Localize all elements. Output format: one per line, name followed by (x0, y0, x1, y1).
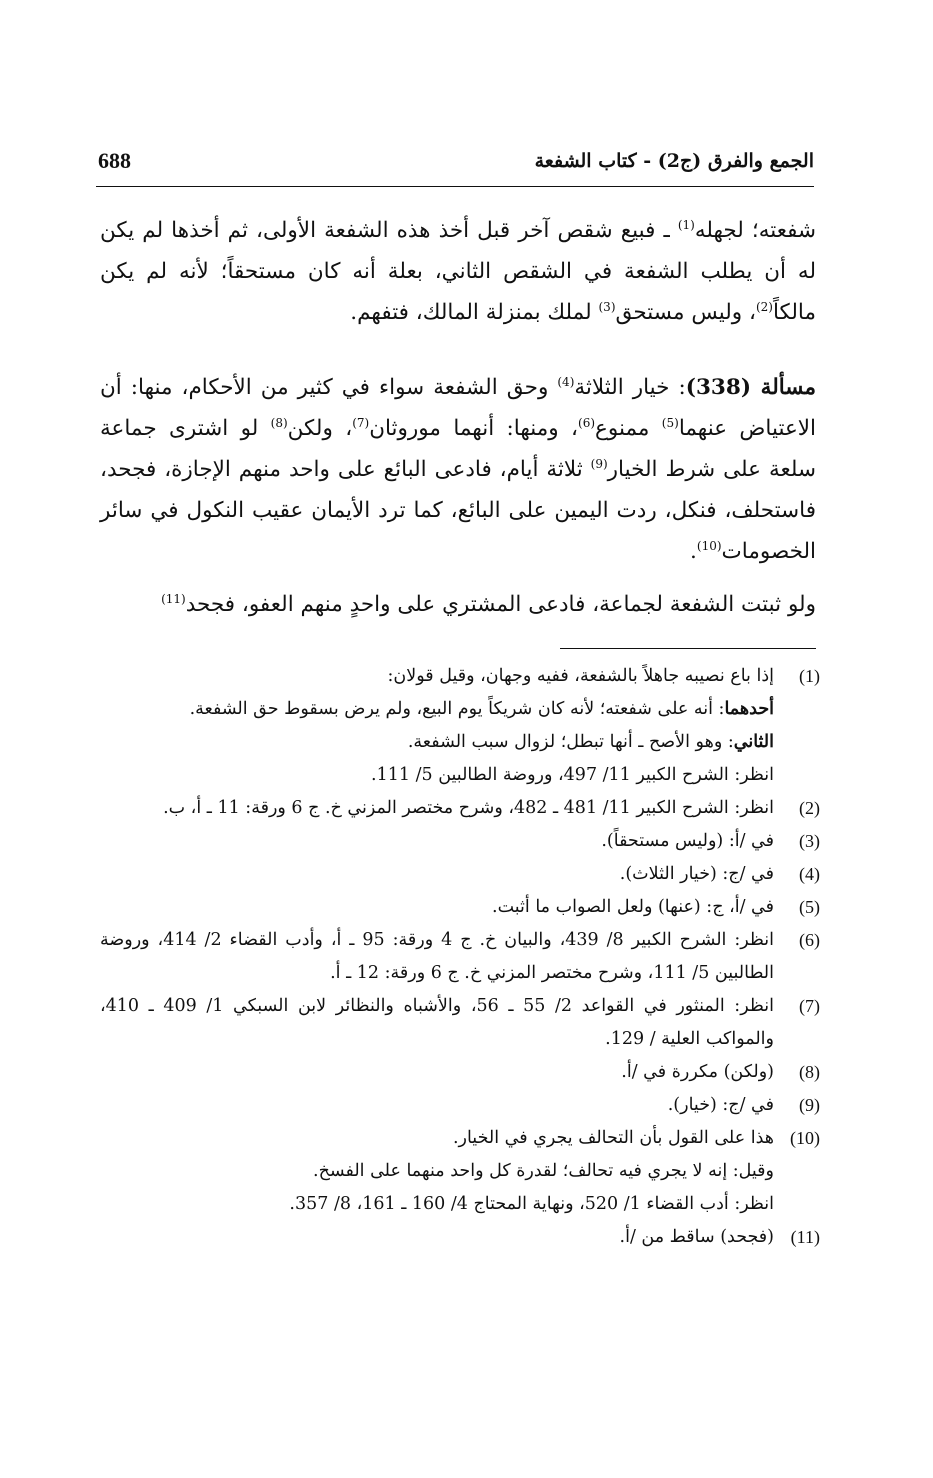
footnote-line: في /أ، ج: (عنها) ولعل الصواب ما أثبت. (492, 897, 774, 917)
footnote-number: (1) (799, 666, 820, 686)
footnote-line: انظر: أدب القضاء 1/ 520، ونهاية المحتاج 4/ 160 ـ 161، 8/ 357. (289, 1194, 774, 1214)
footnote-ref-9: (9) (590, 456, 608, 471)
running-title: الجمع والفرق (ج2) - كتاب الشفعة (534, 150, 814, 172)
p2-text-d: ، ومنها: أنهما موروثان (369, 416, 578, 441)
footnote-3 (100, 825, 820, 858)
footnote-number: (5) (799, 897, 820, 917)
footnote-number: (11) (790, 1227, 820, 1247)
footnote-2 (100, 792, 820, 825)
footnote-term: الثاني (733, 732, 774, 752)
footnote-number: (9) (799, 1095, 820, 1115)
p1-text-a: شفعته؛ لجهله (694, 218, 816, 243)
footnote-number: (2) (799, 798, 820, 818)
footnote-line (100, 693, 774, 726)
footnote-ref-6: (6) (578, 415, 596, 430)
footnote-line: انظر: الشرح الكبير 11/ 481 ـ 482، وشرح مختصر المزني خ. ج 6 ورقة: 11 ـ أ، ب. (163, 798, 774, 818)
footnote-number: (6) (799, 930, 820, 950)
footnote-line-text: : أنه على شفعته؛ لأنه كان شريكاً يوم البيع، ولم يرض بسقوط حق الشفعة. (189, 699, 725, 719)
footnote-line: هذا على القول بأن التحالف يجري في الخيار. (452, 1128, 774, 1148)
footnote-ref-8: (8) (270, 415, 288, 430)
issue-label: مسألة (338) (685, 375, 817, 400)
p2-text-f: لو اشترى جماعة سلعة على شرط الخيار (100, 416, 816, 482)
footnote-line: وقيل: إنه لا يجري فيه تحالف؛ لقدرة كل واحد منهما على الفسخ. (313, 1161, 774, 1181)
footnote-line-text: : وهو الأصح ـ أنها تبطل؛ لزوال سبب الشفعة. (407, 732, 734, 752)
p2-text-h: . (690, 539, 697, 564)
footnote-line (100, 726, 774, 759)
footnote-ref-7: (7) (352, 415, 370, 430)
footnote-line: إذا باع نصيبه جاهلاً بالشفعة، ففيه وجهان، وقيل قولان: (387, 666, 774, 686)
p1-text-b: ـ فبيع شقص آخر قبل أخذ هذه الشفعة الأولى، ثم أخذها لم يكن له أن يطلب الشفعة في الشقص الثاني، بعلة أنه كان مستحقاً؛ لأنه لم يكن مالكاً (100, 218, 816, 325)
footnote-1 (100, 660, 820, 792)
footnote-10 (100, 1122, 820, 1221)
footnote-number: (4) (799, 864, 820, 884)
p2-text-g: ثلاثة أيام، فادعى البائع على واحد منهم الإجازة، فجحد، فاستحلف، فنكل، ردت اليمين على البائع، كما ترد الأيمان عقيب النكول في سائر الخصومات (100, 457, 816, 564)
footnote-6 (100, 924, 820, 990)
footnote-ref-5: (5) (661, 415, 679, 430)
footnote-ref-4: (4) (557, 374, 575, 389)
footnote-line: انظر: المنثور في القواعد 2/ 55 ـ 56، والأشباه والنظائر لابن السبكي 1/ 409 ـ 410، والمواكب العلية / 129. (100, 996, 774, 1049)
footnote-line: انظر: الشرح الكبير 8/ 439، والبيان خ. ج 4 ورقة: 95 ـ أ، وأدب القضاء 2/ 414، وروضة الطالبين 5/ 111، وشرح مختصر المزني خ. ج 6 ورقة: 12 ـ أ. (100, 930, 774, 983)
footnote-number: (10) (790, 1128, 820, 1148)
footnote-line: انظر: الشرح الكبير 11/ 497، وروضة الطالبين 5/ 111. (371, 765, 774, 785)
footnote-number: (7) (799, 996, 820, 1016)
page-header (96, 150, 814, 184)
paragraph-1 (100, 210, 816, 333)
p2-text-c: ممنوع (595, 416, 662, 441)
header-rule (96, 186, 814, 187)
footnote-number: (3) (799, 831, 820, 851)
footnote-line: (فجحد) ساقط من /أ. (619, 1227, 774, 1247)
p2-text-b: وحق الشفعة سواء في كثير من الأحكام، منها: أن الاعتياض عنهما (100, 375, 817, 441)
footnote-ref-1: (1) (677, 217, 695, 232)
p1-text-d: لملك بمنزلة المالك، فتفهم. (350, 300, 599, 325)
footnote-ref-10: (10) (696, 538, 722, 553)
footnote-7 (100, 990, 820, 1056)
footnote-ref-11: (11) (161, 591, 186, 606)
footnote-ref-3: (3) (598, 299, 616, 314)
footnote-5 (100, 891, 820, 924)
footnote-number: (8) (799, 1062, 820, 1082)
footnote-term: أحدهما (724, 699, 774, 719)
footnote-line: في /ج: (خيار الثلاث). (619, 864, 774, 884)
p1-text-c: ، وليس مستحق (615, 300, 756, 325)
footnote-line: في /أ: (وليس مستحقاً). (601, 831, 774, 851)
footnote-11 (100, 1221, 820, 1254)
paragraph-3 (100, 584, 816, 625)
footnote-ref-2: (2) (755, 299, 773, 314)
footnote-line: (ولكن) مكررة في /أ. (621, 1062, 774, 1082)
p3-text-a: ولو ثبتت الشفعة لجماعة، فادعى المشتري على واحدٍ منهم العفو، فجحد (185, 592, 816, 617)
page-number: 688 (98, 148, 131, 173)
paragraph-2 (100, 367, 816, 572)
p2-text-a: : خيار الثلاثة (574, 375, 686, 400)
footnote-4 (100, 858, 820, 891)
footnote-9 (100, 1089, 820, 1122)
footnote-separator (560, 648, 816, 649)
footnote-8 (100, 1056, 820, 1089)
footnote-line: في /ج: (خيار). (667, 1095, 774, 1115)
footnotes (100, 660, 820, 1254)
p2-text-e: ، ولكن (287, 416, 353, 441)
